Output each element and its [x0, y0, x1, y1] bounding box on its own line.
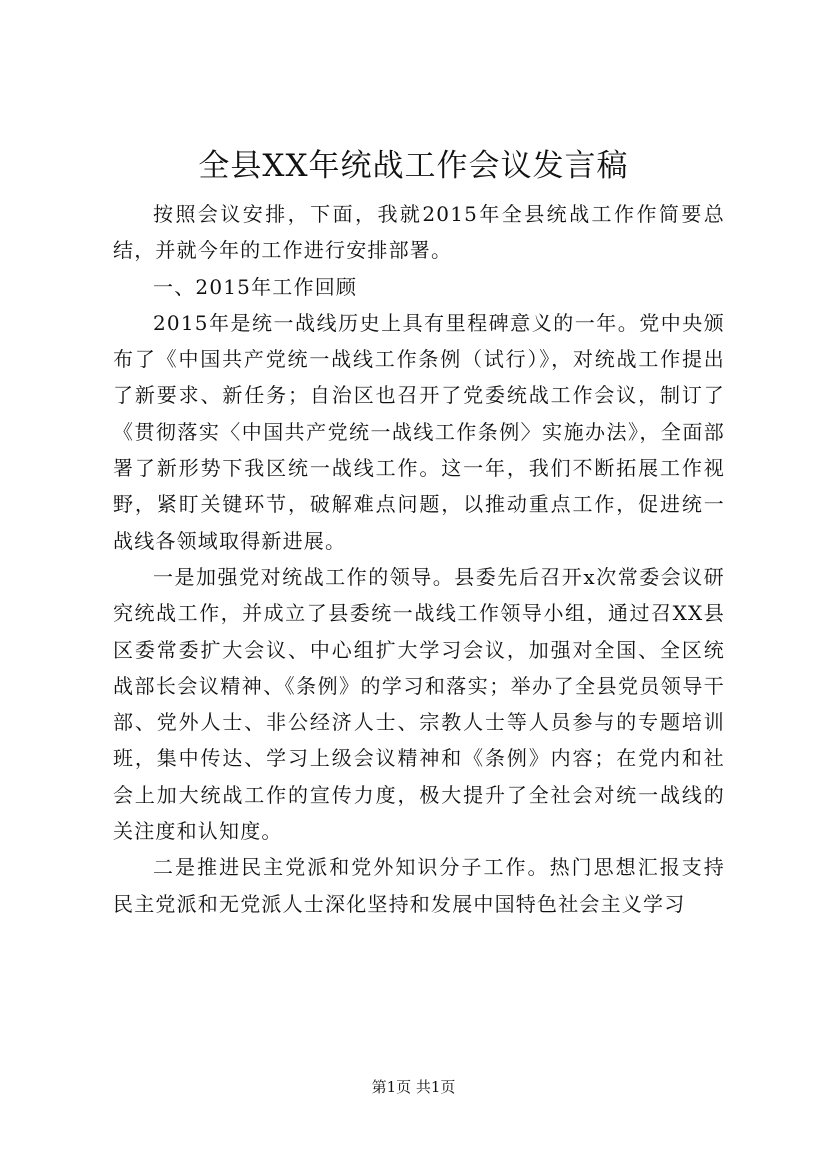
document-body [113, 196, 725, 922]
paragraph-overview: 2015年是统一战线历史上具有里程碑意义的一年。党中央颁布了《中国共产党统一战线工作条例（试行）》，对统战工作提出了新要求、新任务；自治区也召开了党委统战工作会议，制订了《贯彻落实〈中国共产党统一战线工作条例〉实施办法》，全面部署了新形势下我区统一战线工作。这一年，我们不断拓展工作视野，紧盯关键环节，破解难点问题，以推动重点工作，促进统一战线各领域取得新进展。 [113, 310, 725, 553]
page-footer [0, 1076, 827, 1098]
section-heading-review: 一、2015年工作回顾 [153, 274, 358, 299]
paragraph-intro: 按照会议安排，下面，我就2015年全县统战工作作简要总结，并就今年的工作进行安排部署。 [113, 202, 725, 263]
page-title: 全县XX年统战工作会议发言稿 [198, 148, 629, 184]
paragraph-point-one: 一是加强党对统战工作的领导。县委先后召开x次常委会议研究统战工作，并成立了县委统一战线工作领导小组，通过召XX县区委常委扩大会议、中心组扩大学习会议，加强对全国、全区统战部长会议精神、《条例》的学习和落实；举办了全县党员领导干部、党外人士、非公经济人士、宗教人士等人员参与的专题培训班，集中传达、学习上级会议精神和《条例》内容；在党内和社会上加大统战工作的宣传力度，极大提升了全社会对统一战线的关注度和认知度。 [113, 564, 725, 844]
paragraph-point-two: 二是推进民主党派和党外知识分子工作。热门思想汇报支持民主党派和无党派人士深化坚持和发展中国特色社会主义学习 [113, 855, 725, 916]
page-number-label: 第1页 共1页 [371, 1078, 456, 1096]
